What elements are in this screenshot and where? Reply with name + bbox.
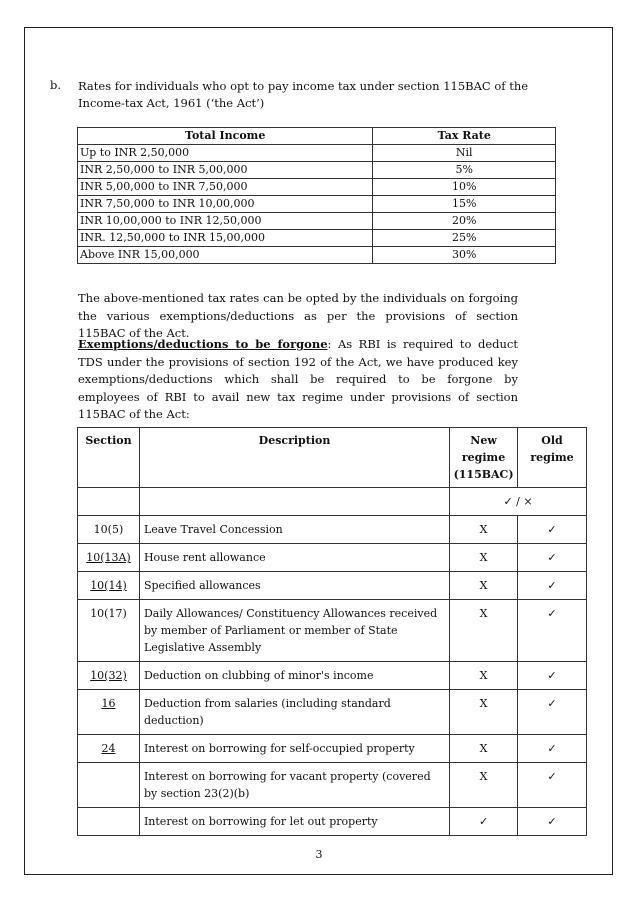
exemptions-text: : As RBI is required to deduct TDS under the provisions of section 192 of the Act, we have produced key exemptions/deductions which shall be required to be forgone by employees of RBI to avail new tax regime under provisions of section 115BAC of the Act: bbox=[78, 337, 518, 421]
income-slab: Up to INR 2,50,000 bbox=[78, 145, 373, 162]
old-regime-mark: ✓ bbox=[518, 516, 587, 544]
table-row bbox=[78, 735, 587, 763]
header-section: Section bbox=[78, 428, 140, 488]
new-regime-mark: X bbox=[450, 735, 518, 763]
table-row bbox=[78, 572, 587, 600]
section-number: 10(32) bbox=[78, 662, 140, 690]
exemption-description: House rent allowance bbox=[139, 544, 449, 572]
old-regime-mark: ✓ bbox=[518, 808, 587, 836]
exemption-description: Deduction from salaries (including standard deduction) bbox=[139, 690, 449, 735]
legend-empty-cell bbox=[78, 488, 140, 516]
table-row bbox=[78, 230, 556, 247]
tax-rate: 20% bbox=[373, 213, 556, 230]
exemption-description: Interest on borrowing for let out property bbox=[139, 808, 449, 836]
section-number bbox=[78, 808, 140, 836]
table-row bbox=[78, 196, 556, 213]
header-total-income: Total Income bbox=[78, 128, 373, 145]
page-number: 3 bbox=[315, 848, 323, 861]
table-row bbox=[78, 162, 556, 179]
exemption-description: Specified allowances bbox=[139, 572, 449, 600]
tax-rate: 25% bbox=[373, 230, 556, 247]
new-regime-mark: X bbox=[450, 544, 518, 572]
income-slab: INR 5,00,000 to INR 7,50,000 bbox=[78, 179, 373, 196]
old-regime-mark: ✓ bbox=[518, 690, 587, 735]
section-number: 10(14) bbox=[78, 572, 140, 600]
tax-rate: Nil bbox=[373, 145, 556, 162]
old-regime-mark: ✓ bbox=[518, 662, 587, 690]
new-regime-mark: X bbox=[450, 600, 518, 662]
legend-row bbox=[78, 488, 587, 516]
new-regime-mark: X bbox=[450, 516, 518, 544]
new-regime-mark: X bbox=[450, 763, 518, 808]
tax-rate: 30% bbox=[373, 247, 556, 264]
income-slab: INR. 12,50,000 to INR 15,00,000 bbox=[78, 230, 373, 247]
exemptions-table bbox=[77, 427, 587, 836]
table-row bbox=[78, 213, 556, 230]
income-slab: Above INR 15,00,000 bbox=[78, 247, 373, 264]
section-number: 10(5) bbox=[78, 516, 140, 544]
new-regime-mark: X bbox=[450, 662, 518, 690]
exemption-description: Leave Travel Concession bbox=[139, 516, 449, 544]
income-slab: INR 2,50,000 to INR 5,00,000 bbox=[78, 162, 373, 179]
exemption-description: Deduction on clubbing of minor's income bbox=[139, 662, 449, 690]
table-row bbox=[78, 600, 587, 662]
old-regime-mark: ✓ bbox=[518, 572, 587, 600]
tax-rates-header-row bbox=[78, 128, 556, 145]
item-marker: b. bbox=[50, 78, 62, 92]
table-row bbox=[78, 662, 587, 690]
legend-empty-cell bbox=[139, 488, 449, 516]
new-regime-mark: X bbox=[450, 572, 518, 600]
table-row bbox=[78, 247, 556, 264]
old-regime-mark: ✓ bbox=[518, 544, 587, 572]
table-row bbox=[78, 179, 556, 196]
section-number: 24 bbox=[78, 735, 140, 763]
exemption-description: Interest on borrowing for self-occupied property bbox=[139, 735, 449, 763]
old-regime-mark: ✓ bbox=[518, 735, 587, 763]
tax-rate: 5% bbox=[373, 162, 556, 179]
exemptions-paragraph bbox=[78, 336, 518, 424]
item-text: Rates for individuals who opt to pay income tax under section 115BAC of the Income-tax Act, 1961 (‘the Act’) bbox=[78, 79, 529, 110]
header-new-regime: New regime (115BAC) bbox=[450, 428, 518, 488]
section-number: 16 bbox=[78, 690, 140, 735]
table-row bbox=[78, 763, 587, 808]
section-number: 10(13A) bbox=[78, 544, 140, 572]
exemptions-lead: Exemptions/deductions to be forgone bbox=[78, 337, 328, 351]
tax-rates-note: The above-mentioned tax rates can be opted by the individuals on forgoing the various exemptions/deductions as per the provisions of section 115BAC of the Act. bbox=[78, 291, 518, 340]
header-description: Description bbox=[139, 428, 449, 488]
table-row bbox=[78, 690, 587, 735]
exemption-description: Interest on borrowing for vacant property (covered by section 23(2)(b) bbox=[139, 763, 449, 808]
tax-rate: 15% bbox=[373, 196, 556, 213]
income-slab: INR 7,50,000 to INR 10,00,000 bbox=[78, 196, 373, 213]
table-row bbox=[78, 516, 587, 544]
exemptions-header-row bbox=[78, 428, 587, 488]
tax-rate: 10% bbox=[373, 179, 556, 196]
tax-rates-table bbox=[77, 127, 556, 264]
section-number: 10(17) bbox=[78, 600, 140, 662]
legend-marks: ✓ / × bbox=[450, 488, 587, 516]
header-tax-rate: Tax Rate bbox=[373, 128, 556, 145]
old-regime-mark: ✓ bbox=[518, 600, 587, 662]
table-row bbox=[78, 808, 587, 836]
old-regime-mark: ✓ bbox=[518, 763, 587, 808]
new-regime-mark: ✓ bbox=[450, 808, 518, 836]
section-number bbox=[78, 763, 140, 808]
table-row bbox=[78, 544, 587, 572]
exemption-description: Daily Allowances/ Constituency Allowances received by member of Parliament or member of State Legislative Assembly bbox=[139, 600, 449, 662]
header-old-regime: Old regime bbox=[518, 428, 587, 488]
new-regime-mark: X bbox=[450, 690, 518, 735]
income-slab: INR 10,00,000 to INR 12,50,000 bbox=[78, 213, 373, 230]
table-row bbox=[78, 145, 556, 162]
